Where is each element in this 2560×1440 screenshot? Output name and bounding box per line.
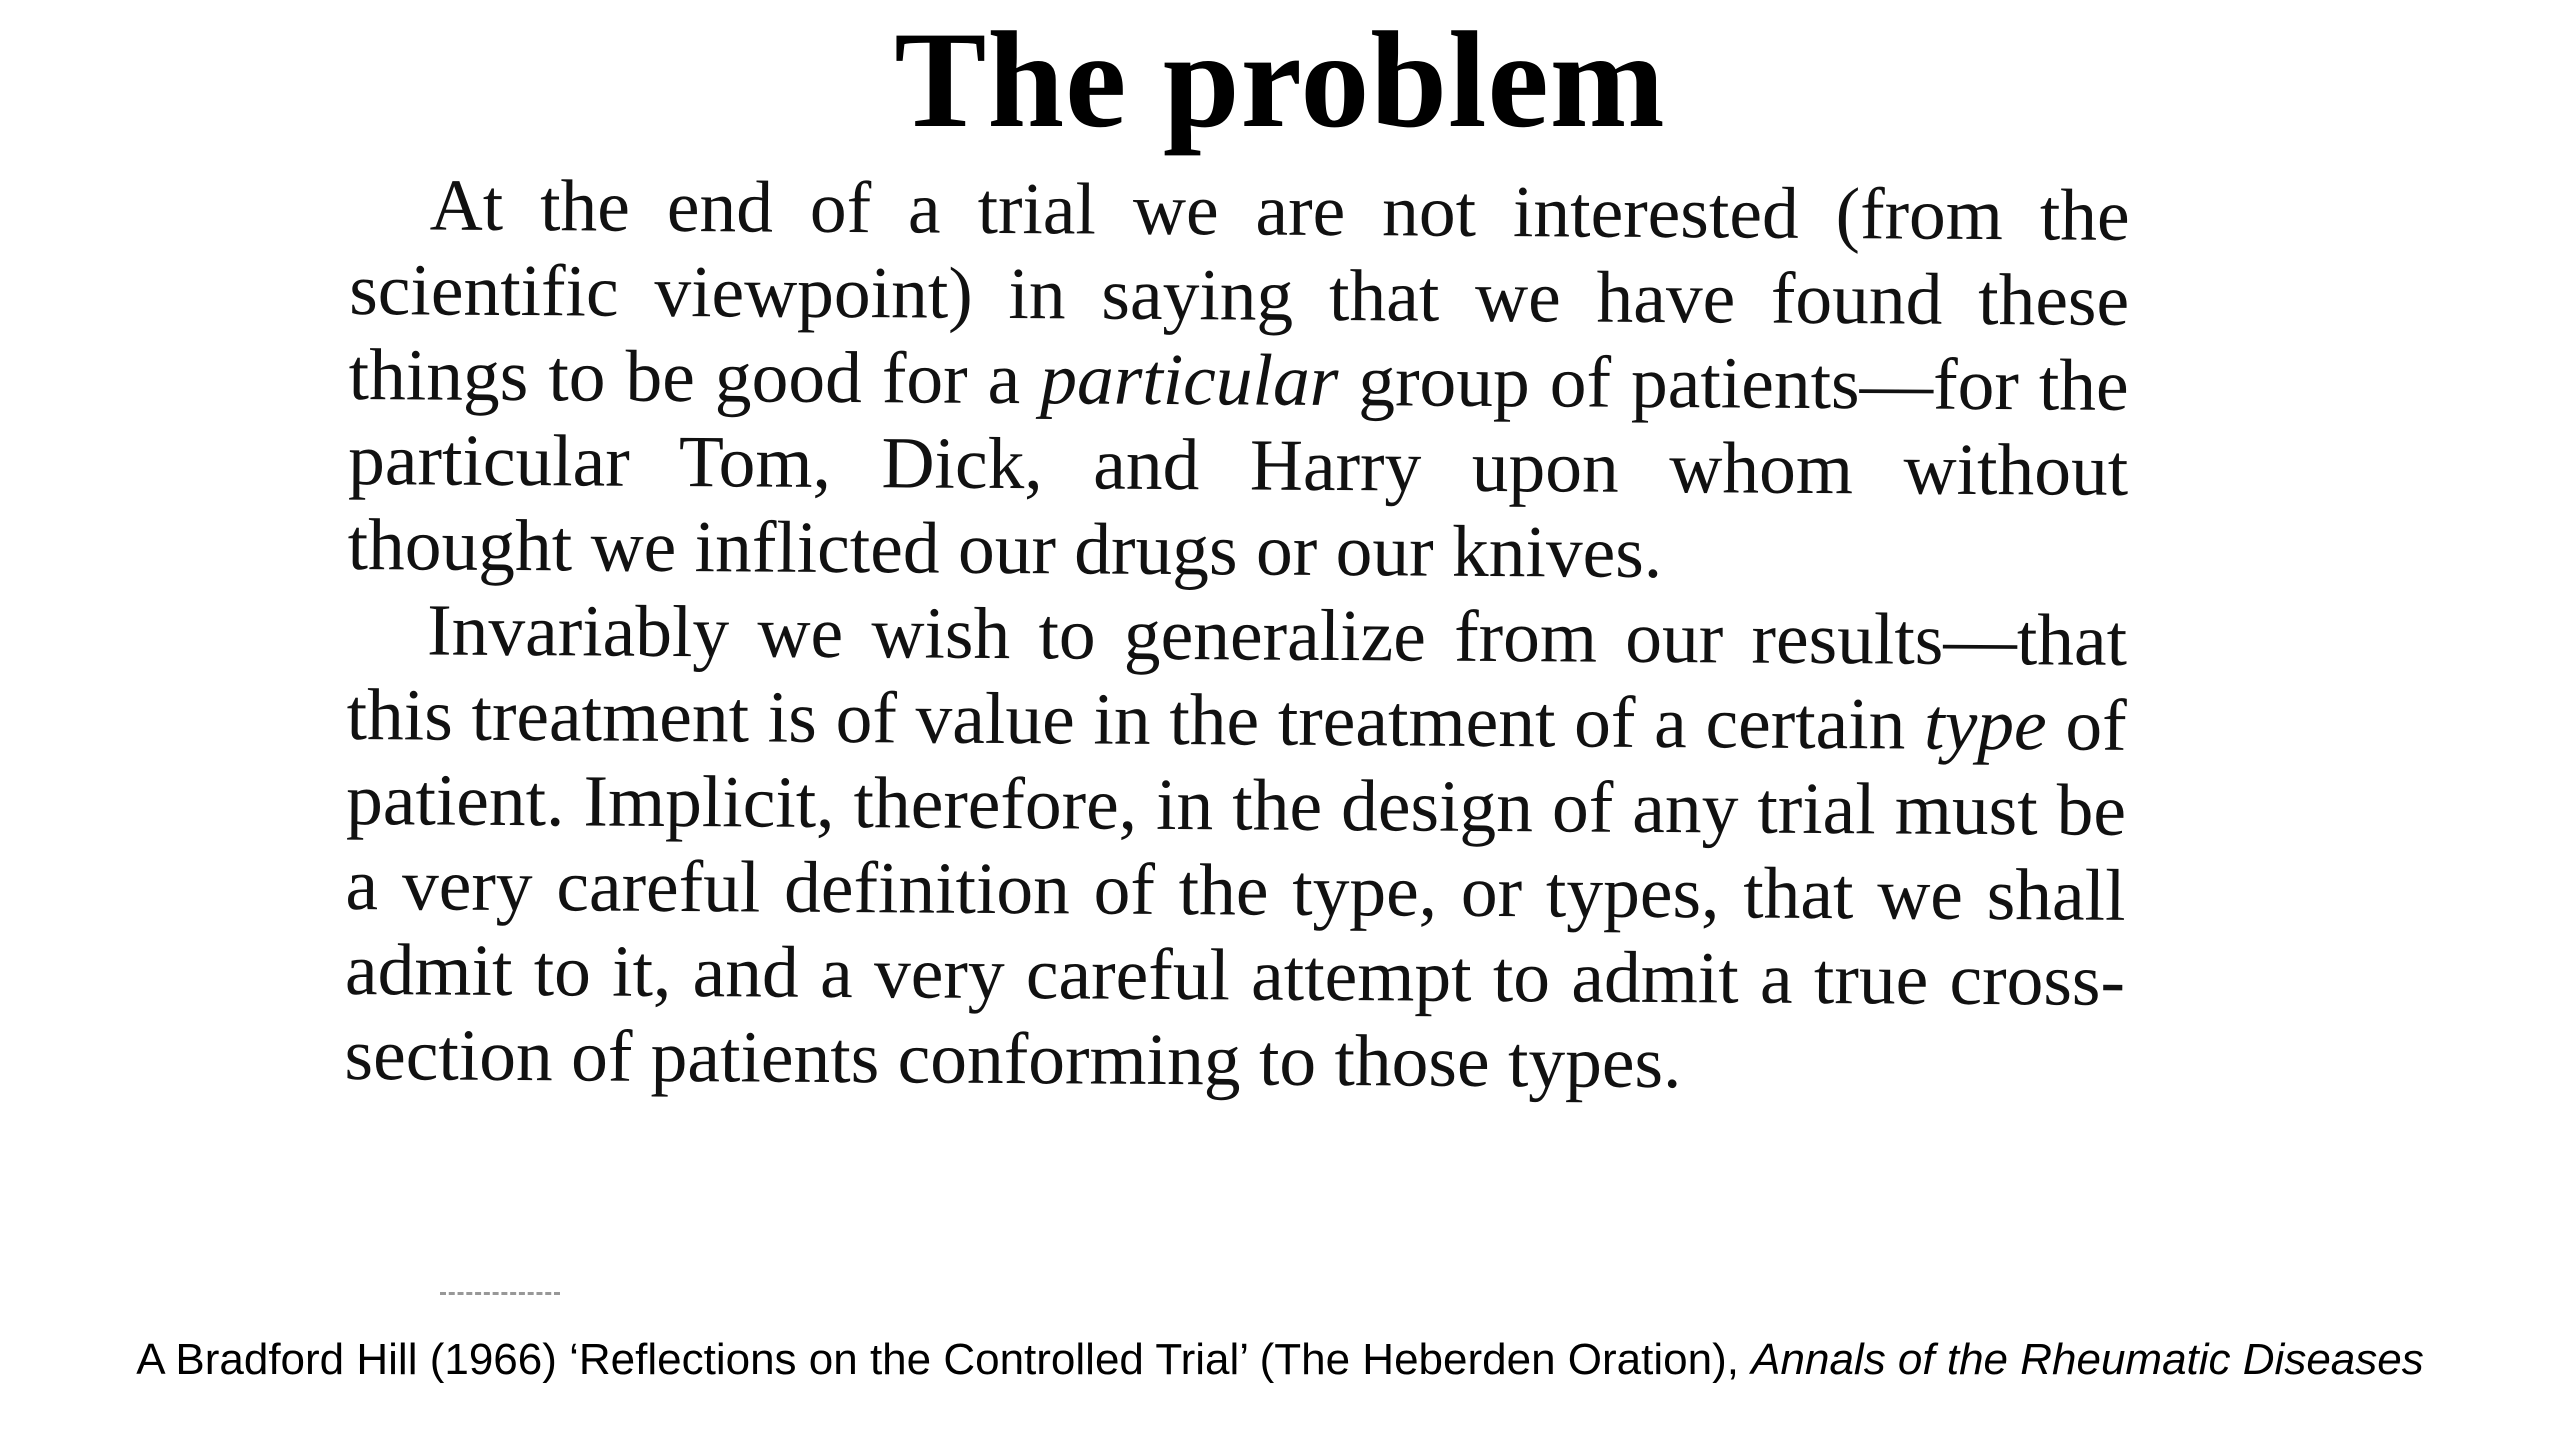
quote-p1-emphasis: particular (1040, 338, 1339, 422)
quote-p2-emphasis: type (1923, 683, 2047, 766)
quote-paragraph-2 (344, 587, 2127, 1108)
scan-artifact (440, 1292, 560, 1299)
citation-journal: Annals of the Rheumatic Diseases (1751, 1335, 2424, 1384)
quote-p1-text-a: At the end of a trial we are not interested (from the scientific viewpoint) in saying that we have found these things to be good for a (348, 164, 2130, 420)
quote-block (344, 162, 2130, 1108)
citation-text: A Bradford Hill (1966) ‘Reflections on the Controlled Trial’ (The Heberden Oration), (136, 1335, 1752, 1384)
quote-p2-text-a: Invariably we wish to generalize from our results—that this treatment is of value in the treatment of a certain (346, 589, 2128, 765)
quote-paragraph-1 (347, 162, 2130, 598)
quote-p2-text-b: of patient. Implicit, therefore, in the design of any trial must be a very careful definition of the type, or types, that we shall admit to it, and a very careful attempt to admit a true cross-section of patients conforming to those types. (344, 684, 2127, 1104)
slide-title: The problem (894, 3, 1666, 156)
quote-p1-text-b: group of patients—for the particular Tom, Dick, and Harry upon whom without thought we inflicted our drugs or our knives. (347, 340, 2129, 594)
citation (0, 1332, 2560, 1388)
